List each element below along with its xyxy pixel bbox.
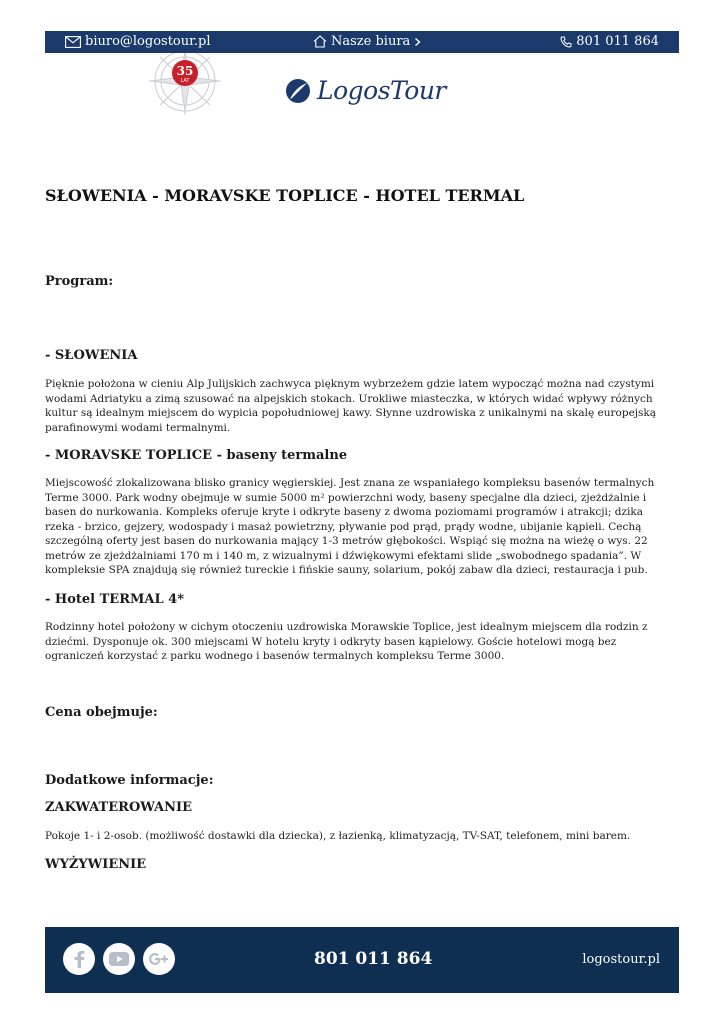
offices-text: Nasze biura — [331, 34, 411, 49]
section-text-hotel: Rodzinny hotel położony w cichym otoczeniu uzdrowiska Morawskie Toplice, jest idealnym miejscem dla rodzin z dziećmi. Dysponuje ok. 300 miejscami W hotelu kryty i odkryty basen kąpielowy. Goście hotelowi mogą bez ograniczeń korzystać z parku wodnego i basenów termalnych kompleksu Terme 3000. — [45, 621, 648, 662]
price-heading: Cena obejmuje: — [45, 705, 158, 720]
google-plus-icon — [148, 952, 170, 966]
top-contact-bar — [45, 31, 679, 53]
phone-text: 801 011 864 — [576, 34, 659, 49]
facebook-icon — [72, 950, 86, 968]
section-heading-hotel: - Hotel TERMAL 4* — [45, 592, 184, 607]
phone-link[interactable] — [560, 34, 659, 49]
anniversary-badge — [143, 53, 227, 115]
home-icon — [313, 35, 327, 48]
section-heading-moravske: - MORAVSKE TOPLICE - baseny termalne — [45, 448, 348, 463]
email-text: biuro@logostour.pl — [85, 34, 211, 49]
extra-info-heading: Dodatkowe informacje: — [45, 773, 214, 788]
offices-link[interactable] — [313, 34, 421, 49]
page-title: SŁOWENIA - MORAVSKE TOPLICE - HOTEL TERMAL — [45, 186, 525, 205]
meals-heading: WYŻYWIENIE — [45, 857, 147, 872]
footer-phone[interactable]: 801 011 864 — [314, 949, 433, 969]
logostour-logo[interactable] — [285, 76, 446, 105]
facebook-button[interactable] — [63, 943, 95, 975]
section-heading-slovenia: - SŁOWENIA — [45, 348, 138, 363]
badge-number: 35 — [176, 64, 194, 78]
accommodation-text: Pokoje 1- i 2-osob. (możliwość dostawki dla dziecka), z łazienką, klimatyzacją, TV-SAT, telefonem, mini barem. — [45, 830, 631, 842]
youtube-icon — [109, 952, 129, 966]
chevron-right-icon — [414, 37, 421, 47]
program-heading: Program: — [45, 274, 114, 289]
section-text-slovenia: Pięknie położona w cieniu Alp Julijskich zachwyca pięknym wybrzeżem gdzie latem wypocząć można nad czystymi wodami Adriatyku a zimą szusować na alpejskich stokach. Urokliwe miasteczka, w których widać wpływy różnych kultur są idealnym miejscem do wypicia popołudniowej kawy. Słynne uzdrowiska z unikalnymi na skalę europejską parafinowymi wodami termalnymi. — [45, 378, 657, 434]
feather-logo-icon — [285, 78, 311, 104]
youtube-button[interactable] — [103, 943, 135, 975]
footer-bar — [45, 927, 679, 993]
google-plus-button[interactable] — [143, 943, 175, 975]
accommodation-heading: ZAKWATEROWANIE — [45, 800, 192, 815]
envelope-icon — [65, 36, 81, 48]
footer-website[interactable]: logostour.pl — [582, 952, 660, 967]
badge-label: LAT — [180, 78, 190, 84]
phone-icon — [560, 36, 572, 48]
section-text-moravske: Miejscowość zlokalizowana blisko granicy węgierskiej. Jest znana ze wspaniałego kompleksu basenów termalnych Terme 3000. Park wodny obejmuje w sumie 5000 m² powierzchni wody, baseny specjalne dla dzieci, zjeżdżalnie i basen do nurkowania. Kompleks oferuje kryte i odkryte baseny z dwoma poziomami programów i atrakcji; dzika rzeka - brzico, gejzery, wodospady i masaż powietrzny, pływanie pod prąd, prądy wodne, ubijanie kąpieli. Cechą szczególną oferty jest basen do nurkowania mający 1-3 metrów głębokości. Wspiąć się można na wieżę o wys. 22 metrów ze zjeżdżalniami 170 m i 140 m, z wizualnymi i dźwiękowymi efektami slide „swobodnego spadania”. W kompleksie SPA znajdują się również tureckie i fińskie sauny, solarium, pokój zabaw dla dzieci, restauracja i pub. — [45, 477, 655, 576]
email-link[interactable] — [65, 34, 211, 49]
logo-text: LogosTour — [317, 76, 446, 105]
social-links — [63, 943, 175, 975]
